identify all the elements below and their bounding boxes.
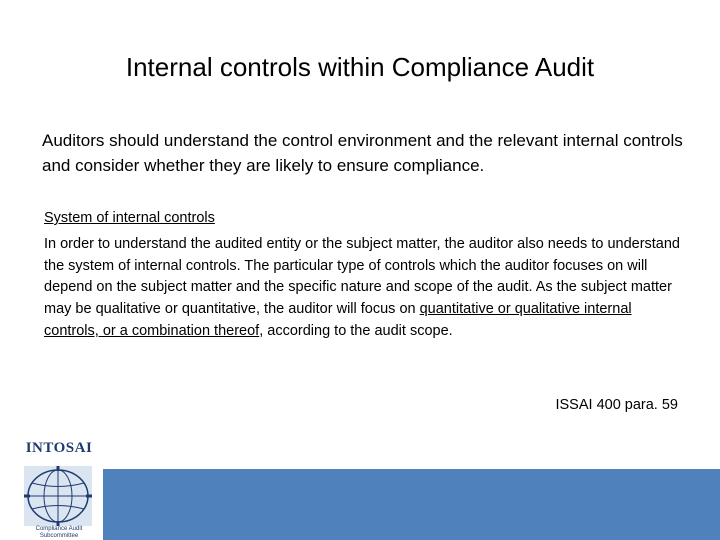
globe-icon xyxy=(22,466,94,526)
body-end-text: , according to the audit scope. xyxy=(259,322,453,339)
body-underlined-text: quantitative or qualitative internal controls, or a combination thereof xyxy=(44,301,632,339)
logo-caption-line2: Subcommittee xyxy=(39,533,79,539)
lead-paragraph: Auditors should understand the control environment and the relevant internal controls and consider whether they are likely to ensure compliance. xyxy=(42,131,683,175)
citation: ISSAI 400 para. 59 xyxy=(555,397,678,413)
logo-caption xyxy=(18,526,100,540)
body-paragraph xyxy=(44,234,686,343)
logo-name: INTOSAI xyxy=(25,440,93,456)
logo-caption-line1: Compliance Audit xyxy=(35,526,83,532)
section-label: System of internal controls xyxy=(44,210,215,226)
slide-title: Internal controls within Compliance Audit xyxy=(125,52,595,82)
intosai-logo xyxy=(18,440,100,538)
body-intro-text: In order to understand the audited entity or the subject matter, the auditor also needs to understand the system of internal controls. The particular type of controls which the auditor focuses on will depend on the subject matter and the specific nature and scope of the audit. As the subject matter may be qualitative or quantitative, the auditor will focus on xyxy=(44,236,680,318)
footer-bar xyxy=(103,469,720,540)
